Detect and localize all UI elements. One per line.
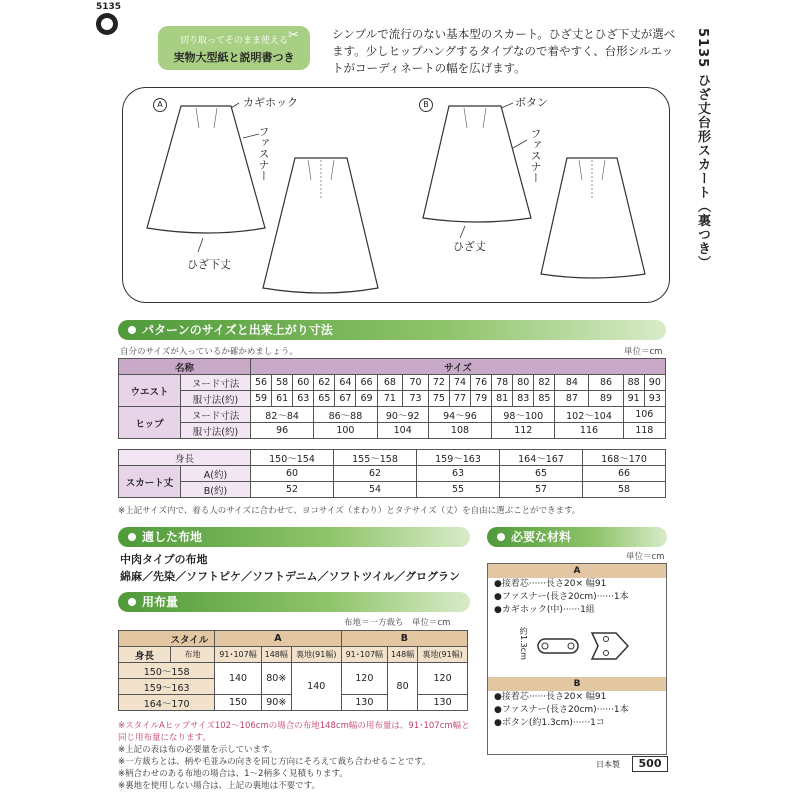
note-2: ※上記の表は布の必要量を示しています。 — [118, 745, 278, 755]
waist-nude-label: ヌード寸法 — [181, 375, 251, 391]
note-1: ※スタイルAヒップサイズ102〜106cmの場合の布地148cm幅の用布量は、91･107cm幅と同じ用布量になります。 — [118, 721, 470, 743]
made-in: 日本製 — [596, 760, 620, 769]
waist-garment-cell: 59 — [251, 391, 272, 407]
hip-nude-label: ヌード寸法 — [181, 407, 251, 423]
note-5: ※裏地を使用しない場合は、上記の裏地は不要です。 — [118, 781, 320, 791]
pattern-number: 5135 — [96, 2, 122, 12]
note-4: ※柄合わせのある布地の場合は、1〜2柄多く見積もります。 — [118, 769, 348, 779]
illustration-panel — [122, 87, 670, 303]
a-length-cell: 60 — [251, 466, 334, 482]
b-length-cell: 55 — [417, 482, 500, 498]
yd-a-lining: 140 — [291, 663, 341, 711]
mat-a-item-3: ●カギホック(中)······1組 — [494, 605, 595, 615]
waist-garment-cell: 89 — [589, 391, 623, 407]
waist-nude-cell: 84 — [555, 375, 589, 391]
hip-garment-cell: 112 — [492, 423, 555, 439]
waist-garment-cell: 91 — [623, 391, 644, 407]
waist-garment-cell: 69 — [356, 391, 377, 407]
waist-nude-cell: 68 — [377, 375, 403, 391]
yd-a-w1: 91･107幅 — [215, 647, 261, 663]
hook-size: 約1.3cm — [519, 627, 528, 660]
waist-nude-cell: 58 — [272, 375, 293, 391]
waist-garment-cell: 73 — [403, 391, 429, 407]
yd-a91-1: 140 — [215, 663, 261, 695]
label-knee: ひざ丈 — [453, 240, 486, 253]
waist-garment-cell: 83 — [513, 391, 534, 407]
hip-nude-cell: 86〜88 — [314, 407, 377, 423]
hip-nude-cell: 90〜92 — [377, 407, 428, 423]
waist-nude-cell: 76 — [471, 375, 492, 391]
yd-height-label: 身長 — [119, 647, 171, 663]
hip-nude-cell: 94〜96 — [428, 407, 491, 423]
height-cell: 164〜167 — [500, 450, 583, 466]
hip-garment-label: 服寸法(約) — [181, 423, 251, 439]
hip-garment-cell: 116 — [555, 423, 623, 439]
yardage-section-title: 用布量 — [118, 592, 470, 612]
price: 500 — [632, 756, 668, 772]
height-cell: 155〜158 — [334, 450, 417, 466]
yd-blin-1: 120 — [418, 663, 468, 695]
height-cell: 159〜163 — [417, 450, 500, 466]
yd-a-w3: 裏地(91幅) — [291, 647, 341, 663]
waist-garment-cell: 79 — [471, 391, 492, 407]
skirt-b-front — [423, 106, 531, 222]
waist-nude-cell: 80 — [513, 375, 534, 391]
yd-b-head: B — [341, 631, 467, 647]
waist-garment-cell: 93 — [644, 391, 665, 407]
note-3: ※一方裁ちとは、柄や毛並みの向きを同じ方向にそろえて裁ち合わせることです。 — [118, 757, 431, 767]
yd-b-w3: 裏地(91幅) — [418, 647, 468, 663]
b-length-cell: 57 — [500, 482, 583, 498]
fabric-sub: 中肉タイプの布地 — [120, 553, 208, 566]
mat-b-head: B — [488, 677, 666, 691]
hip-garment-cell: 104 — [377, 423, 428, 439]
yd-a-w2: 148幅 — [261, 647, 291, 663]
waist-nude-cell: 78 — [492, 375, 513, 391]
yd-style-label: スタイル — [119, 631, 215, 647]
waist-nude-cell: 60 — [293, 375, 314, 391]
waist-nude-cell: 90 — [644, 375, 665, 391]
waist-nude-cell: 56 — [251, 375, 272, 391]
b-length-label: B(約) — [181, 482, 251, 498]
height-cell: 168〜170 — [583, 450, 666, 466]
size-section-title: パターンのサイズと出来上がり寸法 — [118, 320, 666, 340]
materials-section-title: 必要な材料 — [487, 527, 667, 547]
mat-b-item-3: ●ボタン(約1.3cm)······1コ — [494, 718, 605, 728]
waist-nude-cell: 72 — [428, 375, 449, 391]
skirt-length-label: スカート丈 — [119, 466, 181, 498]
waist-garment-cell: 71 — [377, 391, 403, 407]
waist-garment-cell: 63 — [293, 391, 314, 407]
height-cell: 150〜154 — [251, 450, 334, 466]
a-length-cell: 62 — [334, 466, 417, 482]
waist-garment-cell: 61 — [272, 391, 293, 407]
yd-a-head: A — [215, 631, 341, 647]
hip-nude-cell: 102〜104 — [555, 407, 623, 423]
yd-a148-1: 80※ — [261, 663, 291, 695]
intro-text: シンプルで流行のない基本型のスカート。ひざ丈とひざ下丈が選べます。少しヒップハングするタイプなので着やすく、台形シルエットがコーディネートの幅を広げます。 — [332, 27, 676, 75]
label-zipper-b: ファスナー — [529, 128, 542, 183]
waist-nude-cell: 70 — [403, 375, 429, 391]
a-length-cell: 66 — [583, 466, 666, 482]
hip-label: ヒップ — [119, 407, 181, 439]
yd-blin-2: 130 — [418, 695, 468, 711]
badge-line1: 切り取ってそのまま使える — [179, 36, 288, 46]
b-length-cell: 54 — [334, 482, 417, 498]
yd-fabric-label: 布地 — [170, 647, 215, 663]
skirt-a-back — [263, 158, 378, 293]
waist-garment-cell: 75 — [428, 391, 449, 407]
yd-b148: 80 — [388, 663, 418, 711]
waist-garment-cell: 87 — [555, 391, 589, 407]
size-note: ※上記サイズ内で、着る人のサイズに合わせて、ヨコサイズ（まわり）とタテサイズ（丈）を自由に選ぶことができます。 — [118, 506, 581, 516]
style-a-marker: A — [153, 98, 167, 112]
mat-a-head: A — [488, 564, 666, 578]
hip-nude-cell: 98〜100 — [492, 407, 555, 423]
yardage-table — [118, 630, 468, 711]
waist-nude-cell: 86 — [589, 375, 623, 391]
waist-garment-label: 服寸法(約) — [181, 391, 251, 407]
waist-nude-cell: 64 — [335, 375, 356, 391]
waist-garment-cell: 77 — [449, 391, 470, 407]
label-knee-below: ひざ下丈 — [187, 258, 231, 271]
b-length-cell: 52 — [251, 482, 334, 498]
hip-nude-cell: 82〜84 — [251, 407, 314, 423]
a-length-cell: 65 — [500, 466, 583, 482]
yd-b91-1: 120 — [341, 663, 387, 695]
style-b-marker: B — [419, 98, 433, 112]
waist-garment-cell: 67 — [335, 391, 356, 407]
yd-a91-2: 150 — [215, 695, 261, 711]
size-hint: 自分のサイズが入っているか確かめましょう。 — [120, 347, 298, 357]
mat-b-item-1: ●接着芯······長さ20× 幅91 — [494, 692, 607, 702]
skirt-a-front — [147, 106, 265, 233]
height-label: 身長 — [119, 450, 251, 466]
waist-garment-cell: 81 — [492, 391, 513, 407]
head-size: サイズ — [251, 359, 666, 375]
yd-row2: 159〜163 — [119, 679, 215, 695]
waist-garment-cell: 85 — [534, 391, 555, 407]
waist-nude-cell: 74 — [449, 375, 470, 391]
head-name: 名称 — [119, 359, 251, 375]
waist-nude-cell: 82 — [534, 375, 555, 391]
waist-nude-cell: 66 — [356, 375, 377, 391]
yd-b-w2: 148幅 — [388, 647, 418, 663]
label-hook: カギホック — [243, 96, 298, 109]
hip-garment-cell: 108 — [428, 423, 491, 439]
waist-nude-cell: 62 — [314, 375, 335, 391]
size-table — [118, 358, 666, 439]
waist-nude-cell: 88 — [623, 375, 644, 391]
badge-line2: 実物大型紙と説明書つき — [173, 51, 295, 64]
waist-label: ウエスト — [119, 375, 181, 407]
fabric-list: 綿麻／先染／ソフトピケ／ソフトデニム／ソフトツイル／グログラン — [120, 570, 461, 583]
materials-unit: 単位＝cm — [626, 552, 665, 562]
hook-diagram — [488, 617, 666, 677]
yd-b91-2: 130 — [341, 695, 387, 711]
b-length-cell: 58 — [583, 482, 666, 498]
yd-b-w1: 91･107幅 — [341, 647, 387, 663]
a-length-cell: 63 — [417, 466, 500, 482]
hip-garment-cell: 96 — [251, 423, 314, 439]
label-zipper-a: ファスナー — [257, 126, 270, 181]
size-unit: 単位＝cm — [624, 347, 663, 357]
hip-nude-cell: 106 — [623, 407, 665, 423]
label-button: ボタン — [515, 96, 548, 109]
scissors-icon: ✂ — [288, 28, 299, 43]
hip-garment-cell: 118 — [623, 423, 665, 439]
fabric-section-title: 適した布地 — [118, 527, 470, 547]
yd-a148-2: 90※ — [261, 695, 291, 711]
length-table — [118, 449, 666, 498]
hook-icon — [536, 625, 636, 669]
yd-row3: 164〜170 — [119, 695, 215, 711]
materials-box — [487, 563, 667, 755]
notes — [118, 720, 470, 792]
waist-garment-cell: 65 — [314, 391, 335, 407]
skirt-b-back — [541, 158, 645, 278]
hip-garment-cell: 100 — [314, 423, 377, 439]
yd-row1: 150〜158 — [119, 663, 215, 679]
mat-a-item-1: ●接着芯······長さ20× 幅91 — [494, 579, 607, 589]
mat-b-item-2: ●ファスナー(長さ20cm)······1本 — [494, 705, 629, 715]
yardage-caption: 布地＝一方裁ち 単位＝cm — [344, 618, 451, 628]
brand-logo — [96, 13, 118, 35]
vertical-title: 5135 ひざ丈台形スカート（裏つき） — [695, 28, 710, 270]
a-length-label: A(約) — [181, 466, 251, 482]
mat-a-item-2: ●ファスナー(長さ20cm)······1本 — [494, 592, 629, 602]
